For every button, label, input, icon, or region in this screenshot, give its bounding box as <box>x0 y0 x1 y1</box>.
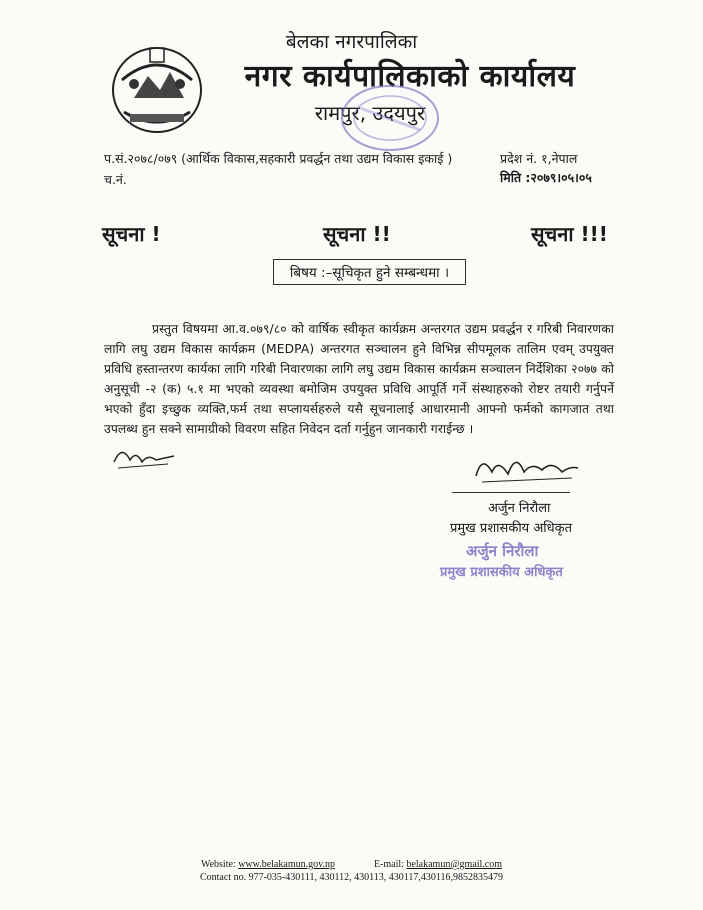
reference-number: प.सं.२०७८/०७९ (आर्थिक विकास,सहकारी प्रवर्द्धन तथा उद्यम विकास इकाई ) <box>104 151 453 166</box>
notice-heading-1: सूचना ! <box>102 222 161 246</box>
dispatch-number: च.नं. <box>104 172 127 187</box>
stamp-signatory-title: प्रमुख प्रशासकीय अधिकृत <box>440 565 563 580</box>
website-link[interactable]: www.belakamun.gov.np <box>238 859 335 870</box>
nepal-emblem-icon <box>104 40 210 136</box>
notice-heading-3: सूचना !!! <box>531 222 608 246</box>
signature-line <box>452 492 570 493</box>
footer-web-line <box>0 858 703 871</box>
notice-heading-2: सूचना !! <box>323 222 391 246</box>
signature-icon <box>452 448 594 488</box>
office-location: रामपुर, उदयपुर <box>314 101 426 125</box>
stamp-signatory-name: अर्जुन निरौला <box>466 542 539 560</box>
province-label: प्रदेश नं. १,नेपाल <box>500 151 578 166</box>
email-label: E-mail: <box>373 859 404 870</box>
footer-contact: Contact no. 977-035-430111, 430112, 430113, 430117,430116,9852835479 <box>199 872 504 883</box>
signatory-name: अर्जुन निरौला <box>488 501 551 516</box>
footer <box>0 858 703 884</box>
date-label: मिति :२०७९।०५।०५ <box>500 170 592 185</box>
municipality-name: बेलका नगरपालिका <box>285 31 418 53</box>
office-title: नगर कार्यपालिकाको कार्यालय <box>244 59 576 94</box>
subject-box: बिषय :–सूचिकृत हुने सम्बन्धमा । <box>273 259 466 285</box>
signatory-title: प्रमुख प्रशासकीय अधिकृत <box>450 521 573 536</box>
website-label: Website: <box>200 859 236 870</box>
notice-body: प्रस्तुत विषयमा आ.व.०७९/८० को वार्षिक स्वीकृत कार्यक्रम अन्तरगत उद्यम प्रवर्द्धन र गरिबी निवारणका लागि लघु उद्यम विकास कार्यक्रम (MEDPA) अन्तरगत सञ्चालन हुने विभिन्न सीपमूलक तालिम एवम् उपयुक्त प्रविधि हस्तान्तरण कार्यका लागि गरिबी निवारणका लागि लघु उद्यम विकास कार्यक्रम सञ्चालन निर्देशिका २०७७ को अनुसूची -२ (क) ५.१ मा भएको व्यवस्था बमोजिम उपयुक्त प्रविधि आपूर्ति गर्ने संस्थाहरुको रोष्टर तयारी गर्नुपर्ने भएको हुँदा इच्छुक व्यक्ति,फर्म तथा सप्लायर्सहरुले यसै सूचनालाई आधारमानी आफ्नो फर्मको कागजात तथा उपलब्ध हुन सक्ने सामाग्रीको विवरण सहित निवेदन दर्ता गर्नुहुन जानकारी गराईन्छ । <box>104 322 614 436</box>
office-stamp-icon <box>335 78 445 158</box>
initial-signature-icon <box>108 438 178 474</box>
email-link[interactable]: belakamun@gmail.com <box>406 859 503 870</box>
